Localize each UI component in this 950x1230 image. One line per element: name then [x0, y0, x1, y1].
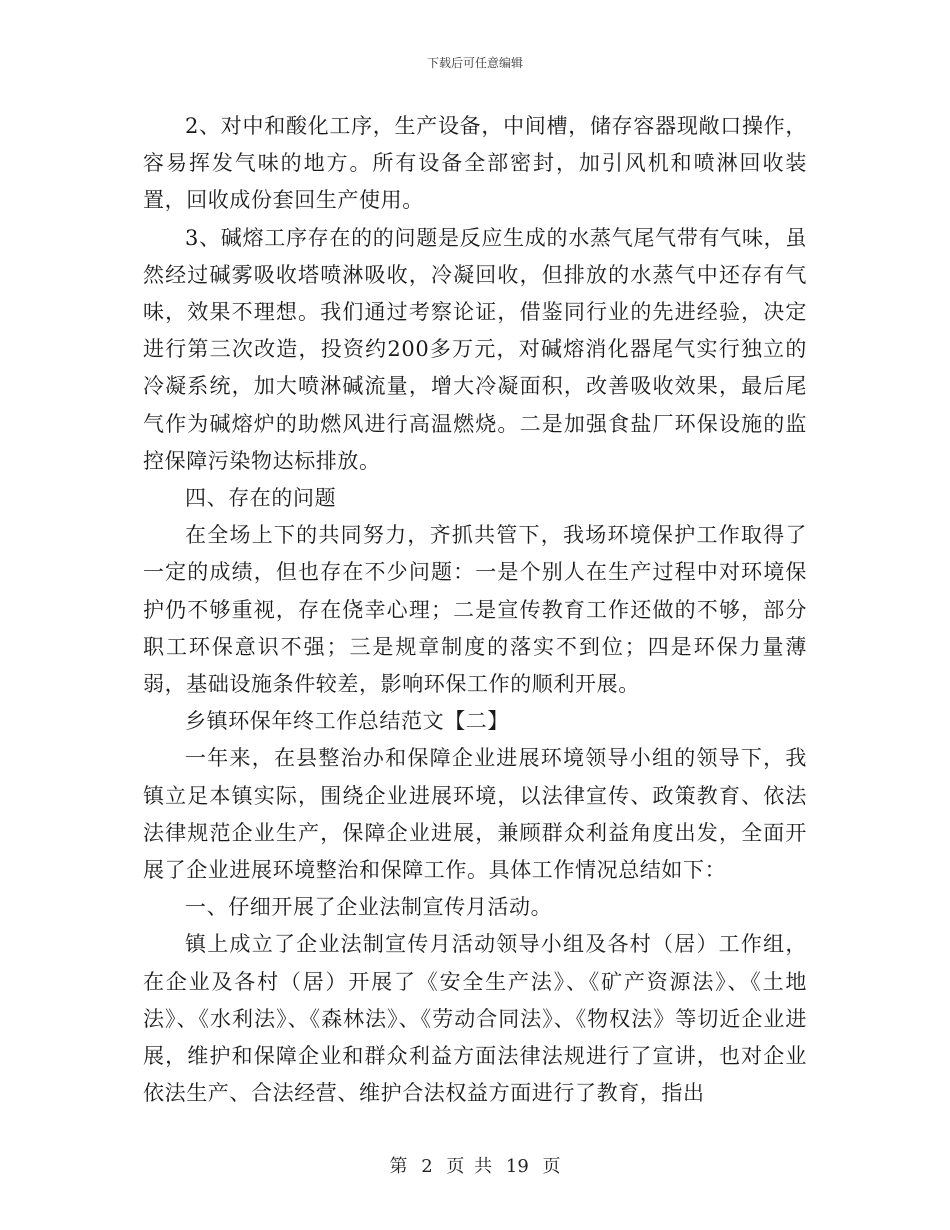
footer-current-page: 2	[421, 1156, 433, 1177]
paragraph-1: 2、对中和酸化工序，生产设备，中间槽，储存容器现敞口操作，容易挥发气味的地方。所有设备全部密封，加引风机和喷淋回收装置，回收成份套回生产使用。	[143, 114, 807, 213]
paragraph-5: 镇上成立了企业法制宣传月活动领导小组及各村（居）工作组，在企业及各村（居）开展了《安全生产法》、《矿产资源法》、《土地法》、《水利法》、《森林法》、《劳动合同法》、《物权法》等切近企业进展，维护和保障企业和群众利益方面法律法规进行了宣讲，也对企业依法生产、合法经营、维护合法权益方面进行了教育，指出	[143, 932, 807, 1106]
footer-middle: 页 共	[446, 1156, 493, 1177]
paragraph-2: 3、碱熔工序存在的的问题是反应生成的水蒸气尾气带有气味，虽然经过碱雾吸收塔喷淋吸收，冷凝回收，但排放的水蒸气中还存有气味，效果不理想。我们通过考察论证，借鉴同行业的先进经验，决定进行第三次改造，投资约200多万元，对碱熔消化器尾气实行独立的冷凝系统，加大喷淋碱流量，增大冷凝面积，改善吸收效果，最后尾气作为碱熔炉的助燃风进行高温燃烧。二是加强食盐厂环保设施的监控保障污染物达标排放。	[143, 225, 807, 473]
page-footer	[0, 1152, 950, 1178]
footer-prefix: 第	[389, 1156, 408, 1177]
paragraph-4: 一年来，在县整治办和保障企业进展环境领导小组的领导下，我镇立足本镇实际，围绕企业进展环境，以法律宣传、政策教育、依法法律规范企业生产，保障企业进展，兼顾群众利益角度出发，全面开展了企业进展环境整治和保障工作。具体工作情况总结如下：	[143, 746, 807, 883]
footer-suffix: 页	[542, 1156, 561, 1177]
section-heading-problems: 四、存在的问题	[185, 486, 337, 511]
footer-total-pages: 19	[505, 1156, 529, 1177]
paragraph-3: 在全场上下的共同努力，齐抓共管下，我场环境保护工作取得了一定的成绩，但也存在不少问题：一是个别人在生产过程中对环境保护仍不够重视，存在侥幸心理；二是宣传教育工作还做的不够，部分职工环保意识不强；三是规章制度的落实不到位；四是环保力量薄弱，基础设施条件较差，影响环保工作的顺利开展。	[143, 523, 807, 697]
section-title-part-two: 乡镇环保年终工作总结范文【二】	[185, 709, 509, 734]
page-header-note: 下载后可任意编辑	[426, 56, 523, 70]
document-body	[143, 108, 807, 1112]
section-heading-publicity: 一、仔细开展了企业法制宣传月活动。	[185, 895, 553, 920]
